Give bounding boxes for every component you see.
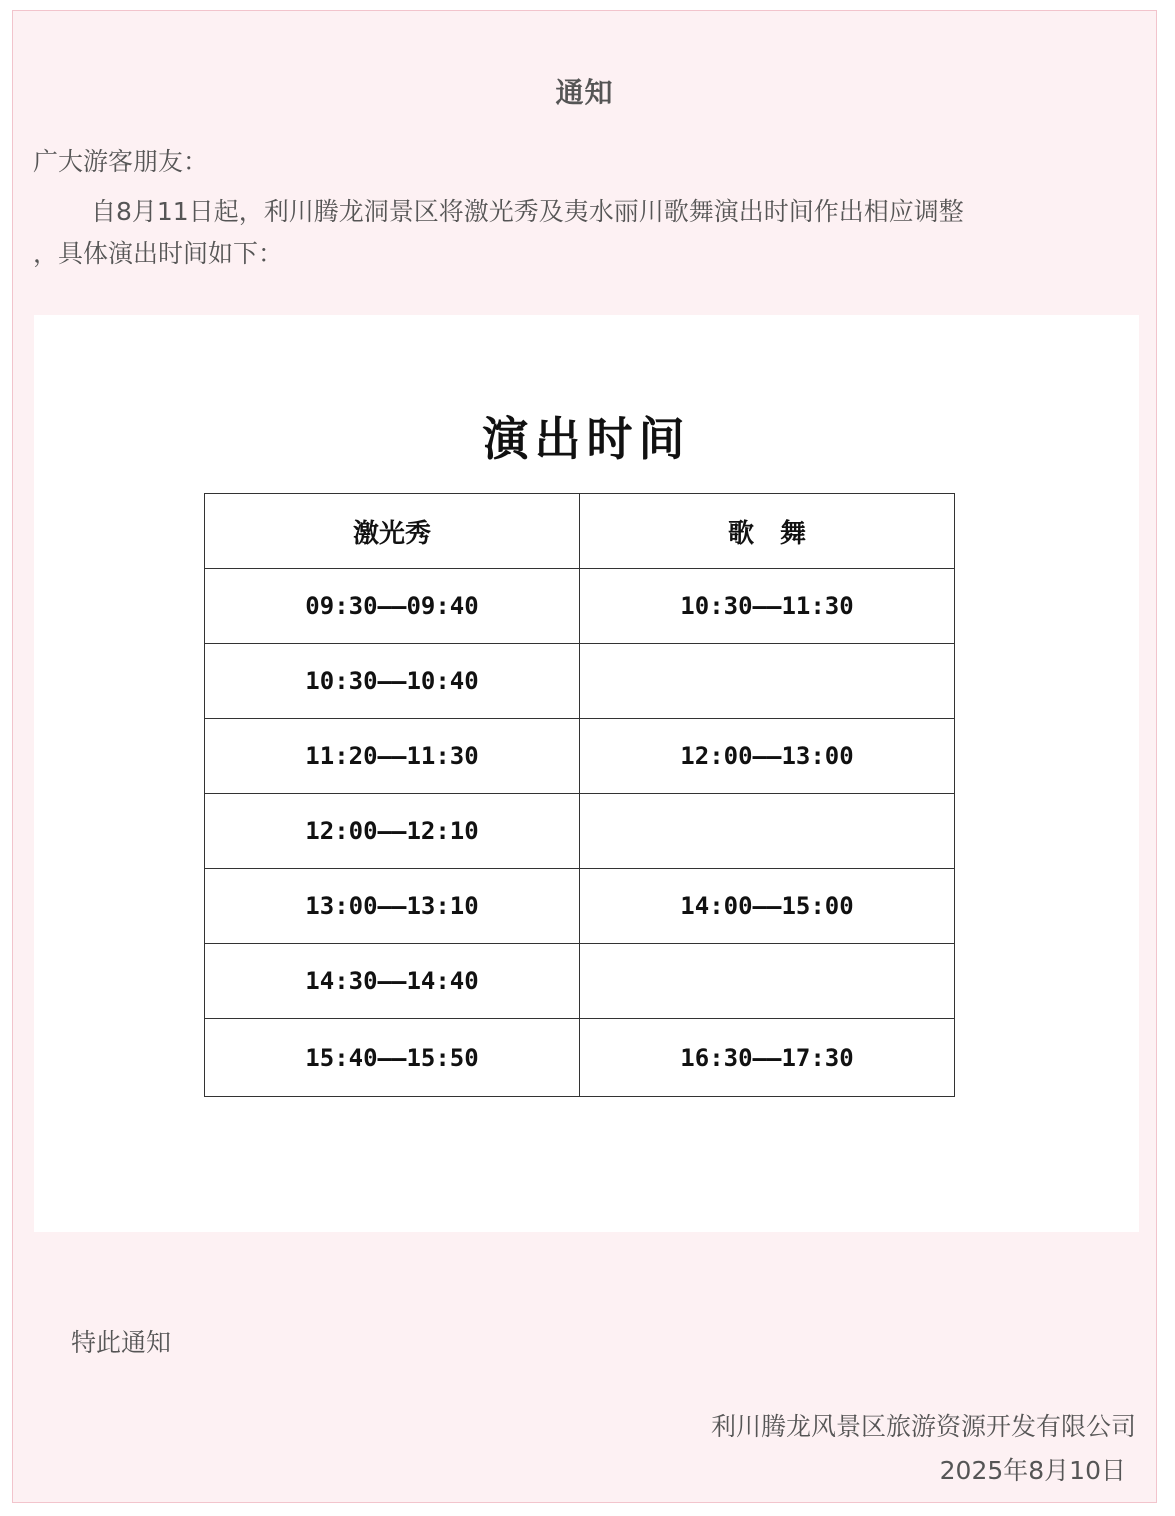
table-row [205,569,955,644]
song-dance-time [580,794,955,869]
song-dance-time: 10:30——11:30 [580,569,955,644]
signature-organization: 利川腾龙风景区旅游资源开发有限公司 [710,1412,1136,1441]
greeting: 广大游客朋友： [33,147,209,176]
notice-body-line2: ，具体演出时间如下： [33,239,284,268]
laser-show-time: 14:30——14:40 [205,944,580,1019]
song-dance-time [580,944,955,1019]
laser-show-time: 09:30——09:40 [205,569,580,644]
laser-show-time: 13:00——13:10 [205,869,580,944]
song-dance-time: 12:00——13:00 [580,719,955,794]
signature-date: 2025年8月10日 [939,1456,1126,1485]
table-row [205,944,955,1019]
laser-show-time: 10:30——10:40 [205,644,580,719]
table-row [205,644,955,719]
table-row [205,719,955,794]
notice-body-line1: 自8月11日起，利川腾龙洞景区将激光秀及夷水丽川歌舞演出时间作出相应调整 [91,197,964,226]
closing-remark: 特此通知 [71,1328,172,1357]
laser-show-time: 11:20——11:30 [205,719,580,794]
notice-frame [12,10,1157,1503]
song-dance-time: 16:30——17:30 [580,1019,955,1097]
table-row [205,794,955,869]
laser-show-time: 15:40——15:50 [205,1019,580,1097]
laser-show-time: 12:00——12:10 [205,794,580,869]
song-dance-time: 14:00——15:00 [580,869,955,944]
table-header-row [205,494,955,569]
column-header-laser-show: 激光秀 [205,494,580,569]
song-dance-time [580,644,955,719]
table-row [205,869,955,944]
notice-title: 通知 [555,76,614,109]
notice-body [33,191,1133,275]
schedule-heading: 演出时间 [482,412,691,466]
schedule-table [204,493,955,1097]
schedule-image [34,315,1139,1232]
table-row [205,1019,955,1097]
column-header-song-dance: 歌 舞 [580,494,955,569]
